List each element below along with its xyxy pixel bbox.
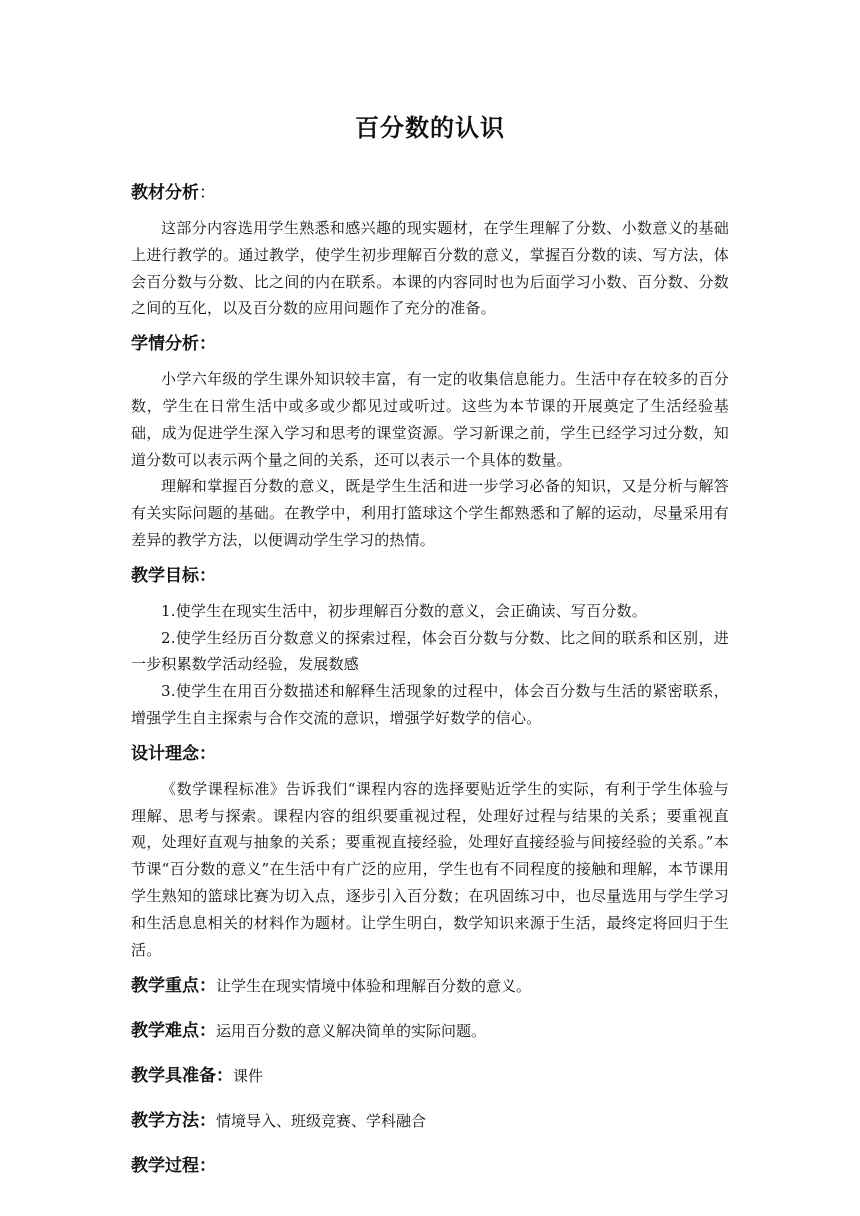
spacer: [131, 1136, 729, 1151]
paragraph-materials-1: 这部分内容选用学生熟悉和感兴趣的现实题材，在学生理解了分数、小数意义的基础上进行教学的。通过教学，使学生初步理解百分数的意义，掌握百分数的读、写方法，体会百分数与分数、比之间的内在联系。本课的内容同时也为后面学习小数、百分数、分数之间的互化，以及百分数的应用问题作了充分的准备。: [131, 219, 729, 318]
spacer: [131, 359, 729, 366]
spacer: [131, 1091, 729, 1106]
paragraph-goals-2: 2.使学生经历百分数意义的探索过程，体会百分数与分数、比之间的联系和区别，进一步积累数学活动经验，发展数感: [131, 628, 729, 674]
document-body: [131, 178, 729, 1181]
field-process: [131, 1151, 729, 1181]
section-heading-text: 教学目标: [131, 565, 199, 586]
section-heading-colon: ：: [199, 743, 216, 764]
field-value: 运用百分数的意义解决简单的实际问题。: [216, 1022, 487, 1041]
field-methods: [131, 1106, 729, 1136]
field-materials-prep: [131, 1061, 729, 1091]
paragraph-goals-1: 1.使学生在现实生活中，初步理解百分数的意义，会正确读、写百分数。: [161, 601, 647, 620]
paragraph-goals-3: 3.使学生在用百分数描述和解释生活现象的过程中，体会百分数与生活的紧密联系，增强学生自主探索与合作交流的意识，增强学好数学的信心。: [131, 682, 729, 727]
spacer: [131, 732, 729, 739]
section-heading-materials: [131, 178, 729, 208]
section-heading-colon: ：: [199, 565, 216, 586]
spacer: [131, 1001, 729, 1016]
field-value: 情境导入、班级竞赛、学科融合: [216, 1112, 427, 1131]
paragraph-design-1: 《数学课程标准》告诉我们“课程内容的选择要贴近学生的实际，有利于学生体验与理解、思考与探索。课程内容的组织要重视过程，处理好过程与结果的关系；要重视直观，处理好直观与抽象的关系；要重视直接经验，处理好直接经验与间接经验的关系。”本节课“百分数的意义”在生活中有广泛的应用，学生也有不同程度的接触和理解，本节课用学生熟知的篮球比赛为切入点，逐步引入百分数；在巩固练习中，也尽量选用与学生学习和生活息息相关的材料作为题材。让学生明白，数学知识来源于生活，最终定将回归于生活。: [131, 779, 729, 959]
field-label: 教学具准备：: [131, 1066, 233, 1087]
section-heading-design: [131, 739, 729, 769]
paragraph-learners-2: 理解和掌握百分数的意义，既是学生生活和进一步学习必备的知识，又是分析与解答有关实际问题的基础。在教学中，利用打篮球这个学生都熟悉和了解的运动，尽量采用有差异的教学方法，以便调动学生学习的热情。: [131, 477, 729, 549]
field-key-points: [131, 971, 729, 1001]
section-heading-text: 教材分析: [131, 183, 199, 203]
section-heading-colon: ：: [199, 183, 216, 203]
spacer: [131, 769, 729, 776]
spacer: [131, 208, 729, 215]
field-value: 让学生在现实情境中体验和理解百分数的意义。: [216, 977, 532, 996]
field-label: 教学方法：: [131, 1111, 216, 1132]
field-label: 教学过程：: [131, 1156, 216, 1177]
paragraph-learners-1: 小学六年级的学生课外知识较丰富，有一定的收集信息能力。生活中存在较多的百分数，学生在日常生活中或多或少都见过或听过。这些为本节课的开展奠定了生活经验基础，成为促进学生深入学习和思考的课堂资源。学习新课之前，学生已经学习过分数，知道分数可以表示两个量之间的关系，还可以表示一个具体的数量。: [131, 370, 729, 469]
section-heading-goals: [131, 561, 729, 591]
field-label: 教学重点：: [131, 976, 216, 997]
section-heading-text: 设计理念: [131, 743, 199, 764]
spacer: [131, 1046, 729, 1061]
field-value: 课件: [233, 1067, 264, 1086]
document-title: 百分数的认识: [355, 114, 505, 142]
spacer: [131, 963, 729, 971]
spacer: [131, 554, 729, 561]
section-heading-colon: ：: [199, 334, 216, 355]
field-difficulties: [131, 1016, 729, 1046]
section-heading-learners: [131, 329, 729, 359]
spacer: [131, 322, 729, 329]
section-heading-text: 学情分析: [131, 334, 199, 355]
field-label: 教学难点：: [131, 1021, 216, 1042]
spacer: [131, 591, 729, 598]
